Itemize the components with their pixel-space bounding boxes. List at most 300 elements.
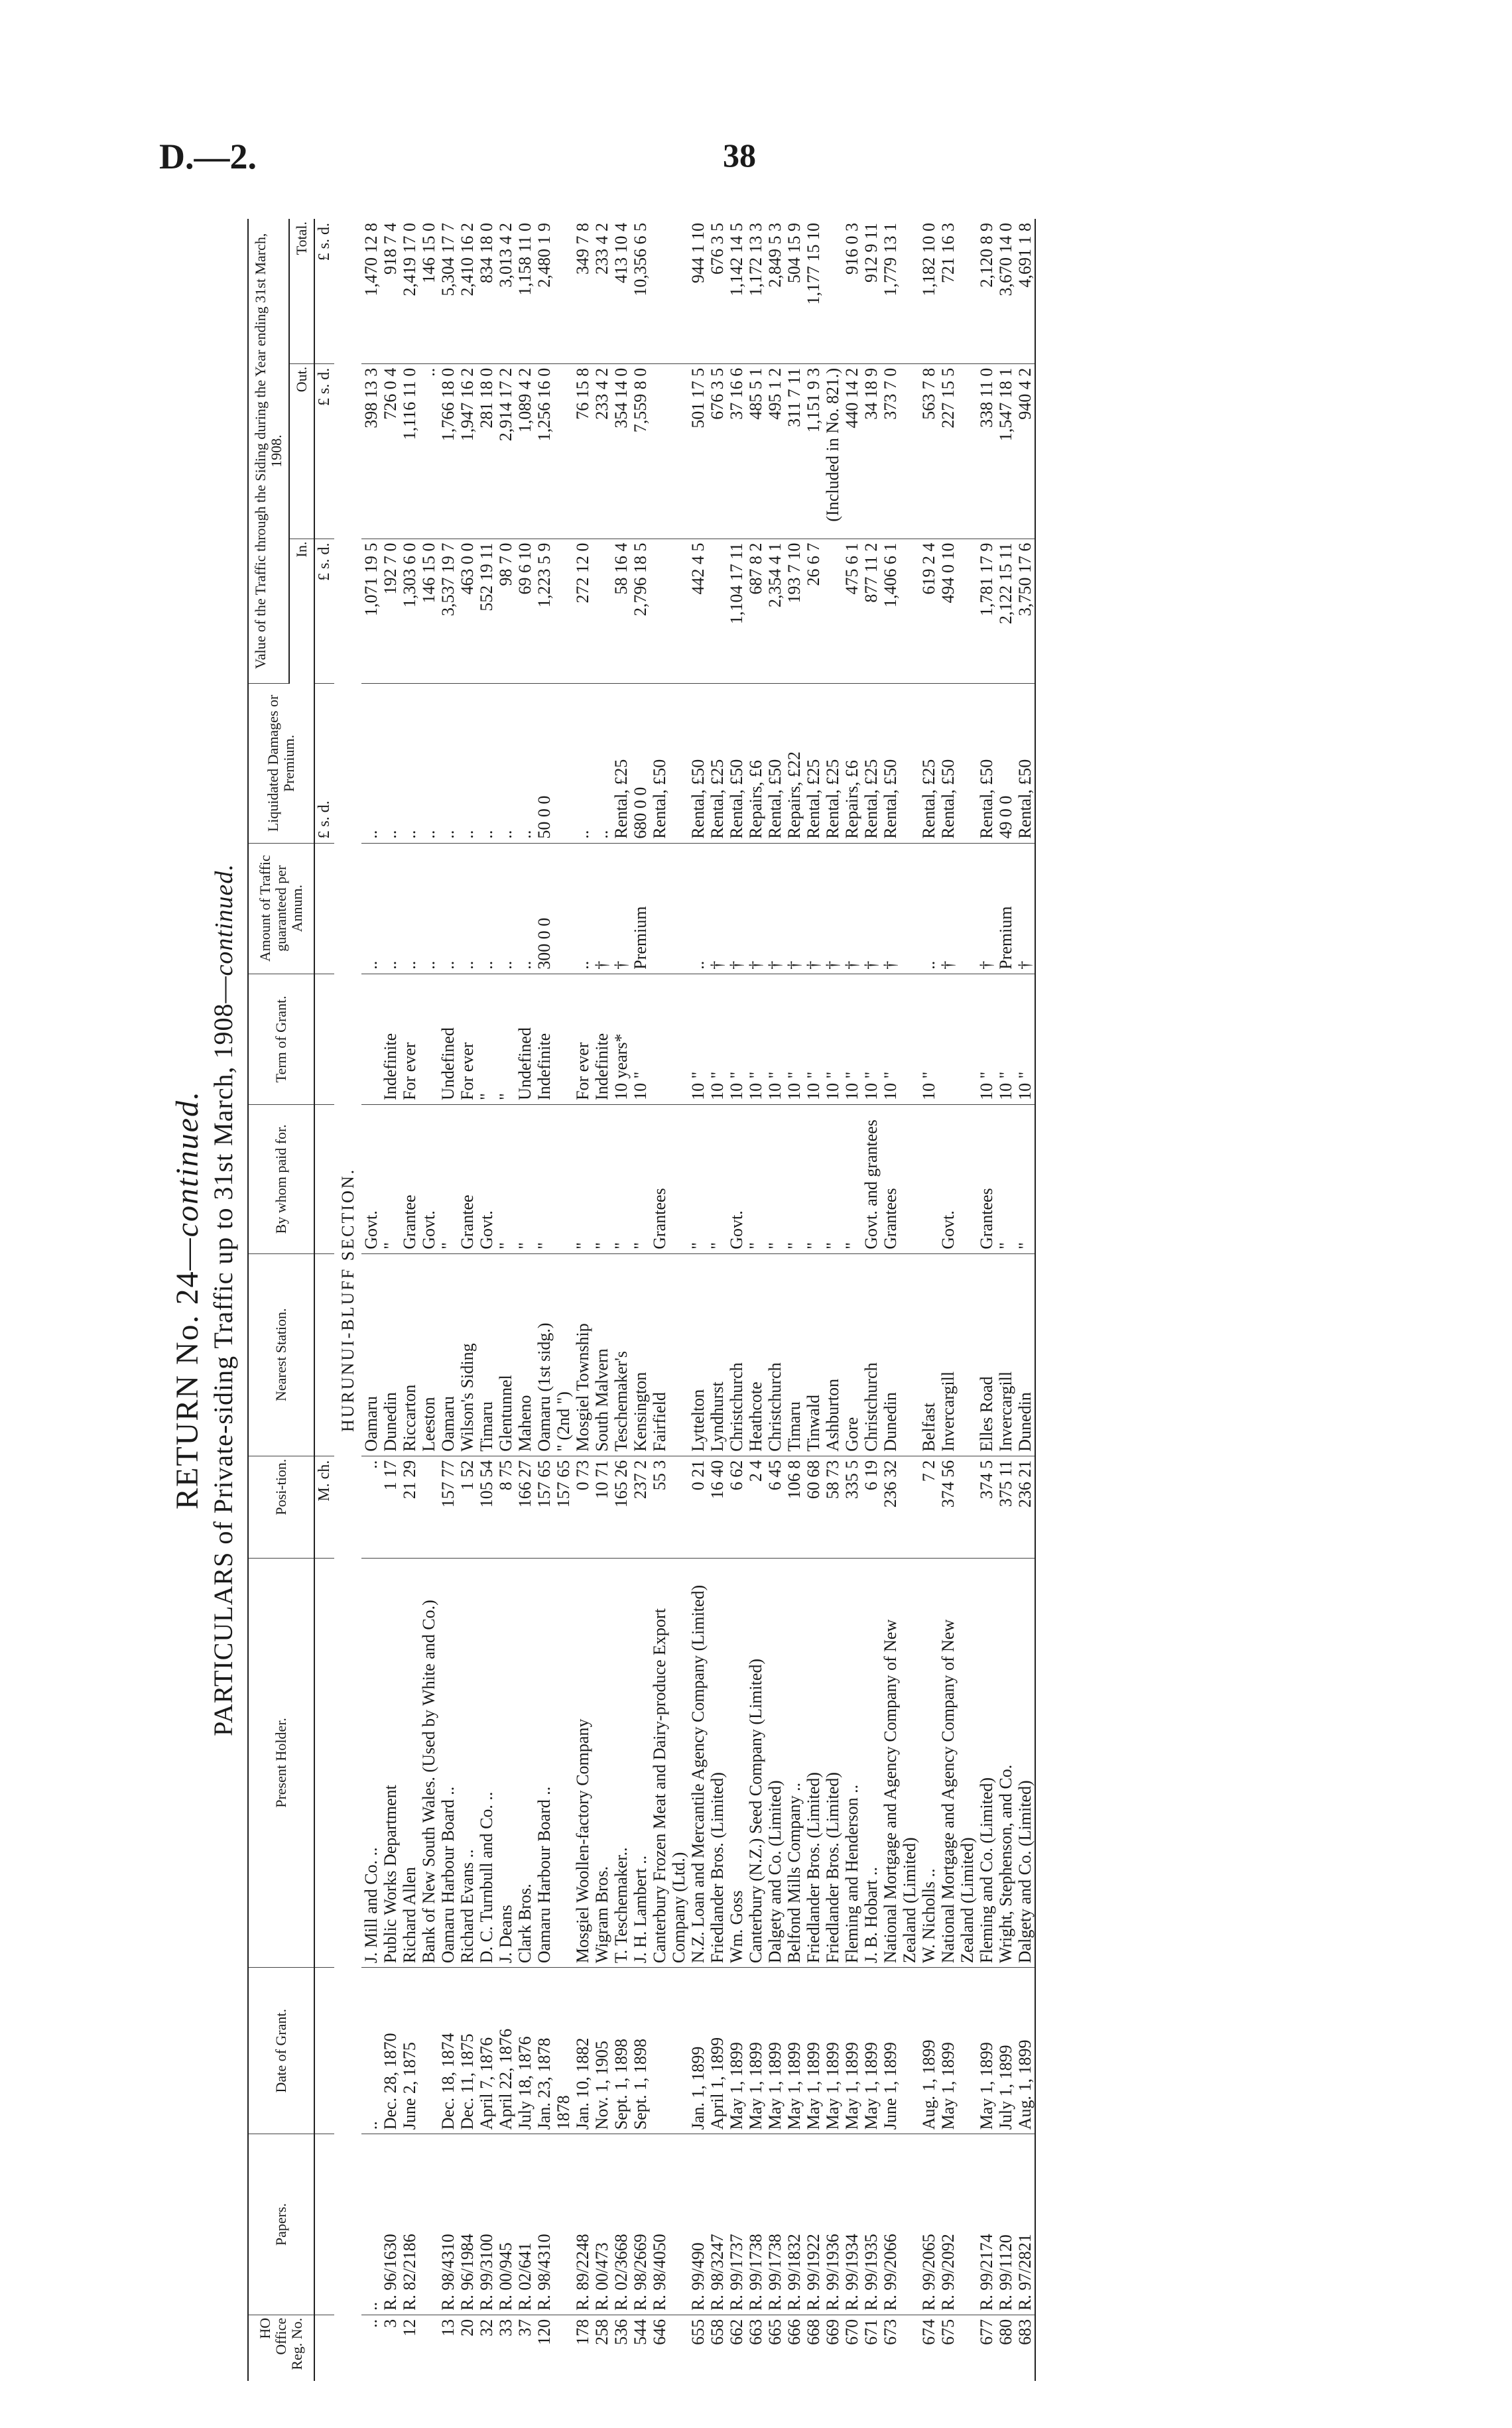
table-row bbox=[400, 219, 419, 2381]
cell-out: 501 17 5 bbox=[688, 363, 708, 539]
col-amount: Amount of Traffic guaranteed per Annum. bbox=[248, 843, 314, 974]
cell-position: 157 65 bbox=[535, 1456, 554, 1558]
cell-liquidated: .. bbox=[438, 684, 458, 843]
cell-amount: † bbox=[861, 843, 881, 974]
cell-amount: .. bbox=[515, 843, 535, 974]
col-by-whom: By whom paid for. bbox=[248, 1104, 314, 1253]
cell-ho-reg: 258 bbox=[592, 2319, 611, 2345]
cell-papers: R. 99/1738 bbox=[765, 2134, 785, 2315]
cell-in: 494 0 10 bbox=[938, 539, 977, 684]
cell-out: 354 14 0 bbox=[611, 363, 631, 539]
cell-date: May 1, 1899 bbox=[785, 1968, 804, 2134]
cell-term: 10 " bbox=[881, 974, 919, 1104]
cell-amount: † bbox=[592, 843, 611, 974]
cell-ho-reg: 675 bbox=[938, 2319, 958, 2345]
cell-position: 106 8 bbox=[785, 1456, 804, 1558]
cell-ho-reg: 658 bbox=[708, 2319, 727, 2345]
cell-station: Christchurch bbox=[861, 1253, 881, 1456]
cell-liquidated: .. bbox=[573, 684, 592, 843]
cell-total: 146 15 0 bbox=[419, 219, 438, 363]
cell-holder: Richard Allen bbox=[400, 1558, 419, 1967]
cell-date: Sept. 1, 1898 bbox=[611, 1968, 631, 2134]
cell-amount: † bbox=[938, 843, 977, 974]
cell-position: 166 27 bbox=[515, 1456, 535, 1558]
cell-in bbox=[592, 539, 611, 684]
cell-in: 687 8 2 bbox=[746, 539, 765, 684]
cell-amount: .. bbox=[419, 843, 438, 974]
cell-date: April 1, 1899 bbox=[708, 1968, 727, 2134]
cell-station: Elles Road bbox=[977, 1253, 996, 1456]
cell-station: Gore bbox=[842, 1253, 861, 1456]
cell-liquidated bbox=[554, 684, 573, 843]
cell-by-whom: " bbox=[823, 1104, 842, 1253]
cell-by-whom: " bbox=[381, 1104, 400, 1253]
cell-amount: 300 0 0 bbox=[535, 843, 554, 974]
cell-position: 236 32 bbox=[881, 1456, 919, 1558]
cell-station: Lyndhurst bbox=[708, 1253, 727, 1456]
cell-position: 237 2 bbox=[631, 1456, 650, 1558]
cell-term: 10 " bbox=[861, 974, 881, 1104]
cell-papers: R. 98/3247 bbox=[708, 2134, 727, 2315]
table-row bbox=[592, 219, 611, 2381]
cell-amount: † bbox=[977, 843, 996, 974]
cell-position: 0 73 bbox=[573, 1456, 592, 1558]
particulars-title bbox=[208, 219, 239, 2381]
cell-liquidated: Rental, £50 bbox=[765, 684, 785, 843]
cell-total: 5,304 17 7 bbox=[438, 219, 458, 363]
cell-in: 2,354 4 1 bbox=[765, 539, 785, 684]
particulars-title-text: PARTICULARS of Private-siding Traffic up to 31st March, 1908— bbox=[208, 976, 238, 1736]
cell-term bbox=[419, 974, 438, 1104]
cell-total: 918 7 4 bbox=[381, 219, 400, 363]
cell-date: May 1, 1899 bbox=[727, 1968, 746, 2134]
cell-papers: R. 97/2821 bbox=[1015, 2134, 1035, 2315]
cell-liquidated: Rental, £50 bbox=[727, 684, 746, 843]
cell-by-whom: Govt. bbox=[361, 1104, 381, 1253]
cell-liquidated: 49 0 0 bbox=[996, 684, 1015, 843]
cell-papers: R. 98/4310 bbox=[438, 2134, 458, 2315]
cell-papers: R. 99/1922 bbox=[804, 2134, 823, 2315]
private-siding-table bbox=[247, 219, 1036, 2381]
return-title bbox=[169, 219, 206, 2381]
cell-out bbox=[650, 363, 688, 539]
cell-date: May 1, 1899 bbox=[938, 1968, 977, 2134]
cell-term: 10 " bbox=[631, 974, 650, 1104]
cell-total: 1,470 12 8 bbox=[361, 219, 381, 363]
cell-papers: R. 00/945 bbox=[496, 2134, 515, 2315]
cell-term: " bbox=[496, 974, 515, 1104]
cell-liquidated: Repairs, £6 bbox=[746, 684, 765, 843]
document-reference: D.—2. bbox=[159, 137, 257, 176]
cell-date: Dec. 11, 1875 bbox=[458, 1968, 477, 2134]
section-title: HURUNUI-BLUFF SECTION. bbox=[338, 1167, 357, 1433]
cell-by-whom: Grantees bbox=[881, 1104, 919, 1253]
cell-position: 105 54 bbox=[477, 1456, 496, 1558]
col-value-group: Value of the Traffic through the Siding during the Year ending 31st March, 1908. bbox=[248, 219, 289, 684]
cell-date: May 1, 1899 bbox=[765, 1968, 785, 2134]
table-row bbox=[611, 219, 631, 2381]
cell-ho-reg: 683 bbox=[1015, 2315, 1035, 2381]
cell-ho-reg: 673 bbox=[881, 2319, 900, 2345]
cell-by-whom: " bbox=[592, 1104, 611, 1253]
cell-station: Christchurch bbox=[727, 1253, 746, 1456]
cell-out: 227 15 5 bbox=[938, 363, 977, 539]
cell-station: Mosgiel Township bbox=[573, 1253, 592, 1456]
cell-in: 619 2 4 bbox=[919, 539, 938, 684]
cell-date: June 2, 1875 bbox=[400, 1968, 419, 2134]
cell-by-whom: " bbox=[804, 1104, 823, 1253]
cell-total: 834 18 0 bbox=[477, 219, 496, 363]
table-row bbox=[785, 219, 804, 2381]
cell-term: For ever bbox=[573, 974, 592, 1104]
units-empty bbox=[314, 2134, 334, 2315]
cell-date: 1878 bbox=[554, 1968, 573, 2134]
table-row bbox=[842, 219, 861, 2381]
cell-date: July 1, 1899 bbox=[996, 1968, 1015, 2134]
cell-amount: † bbox=[804, 843, 823, 974]
section-row bbox=[334, 219, 361, 2381]
cell-holder: National Mortgage and Agency Company of New Zealand (Limited) bbox=[881, 1558, 919, 1967]
cell-liquidated: 50 0 0 bbox=[535, 684, 554, 843]
cell-total bbox=[554, 219, 573, 363]
cell-ho-reg: 669 bbox=[823, 2319, 842, 2345]
cell-total: 944 1 10 bbox=[688, 219, 708, 363]
cell-holder: J. Mill and Co. .. bbox=[361, 1558, 381, 1967]
col-term: Term of Grant. bbox=[248, 974, 314, 1104]
cell-total: 1,177 15 10 bbox=[804, 219, 823, 363]
table-row bbox=[996, 219, 1015, 2381]
cell-position: 7 2 bbox=[919, 1456, 938, 1558]
cell-by-whom: " bbox=[688, 1104, 708, 1253]
cell-by-whom: Grantee bbox=[458, 1104, 477, 1253]
cell-in: 475 6 1 bbox=[842, 539, 861, 684]
cell-total: 912 9 11 bbox=[861, 219, 881, 363]
cell-term: 10 " bbox=[996, 974, 1015, 1104]
cell-position: 1 17 bbox=[381, 1456, 400, 1558]
cell-total: 2,849 5 3 bbox=[765, 219, 785, 363]
cell-holder: Wright, Stephenson, and Co. bbox=[996, 1558, 1015, 1967]
cell-amount: .. bbox=[458, 843, 477, 974]
cell-by-whom: " bbox=[765, 1104, 785, 1253]
cell-papers: R. 89/2248 bbox=[573, 2134, 592, 2315]
cell-date: May 1, 1899 bbox=[977, 1968, 996, 2134]
cell-total: 676 3 5 bbox=[708, 219, 727, 363]
cell-by-whom: " bbox=[611, 1104, 631, 1253]
cell-holder: Bank of New South Wales. (Used by White and Co.) bbox=[419, 1558, 438, 1967]
cell-station: Leeston bbox=[419, 1253, 438, 1456]
cell-out: 34 18 9 bbox=[861, 363, 881, 539]
cell-total: 233 4 2 bbox=[592, 219, 611, 363]
cell-position: 1 52 bbox=[458, 1456, 477, 1558]
cell-liquidated: Rental, £25 bbox=[708, 684, 727, 843]
cell-by-whom: Govt. and grantees bbox=[861, 1104, 881, 1253]
table-row bbox=[496, 219, 515, 2381]
cell-term: 10 " bbox=[785, 974, 804, 1104]
cell-amount: Premium bbox=[631, 843, 650, 974]
cell-station: Kensington bbox=[631, 1253, 650, 1456]
cell-date: Jan. 1, 1899 bbox=[688, 1968, 708, 2134]
cell-out: (Included in No. 821.) bbox=[823, 363, 842, 539]
col-out: Out. bbox=[289, 363, 314, 539]
cell-in bbox=[708, 539, 727, 684]
cell-in: 442 4 5 bbox=[688, 539, 708, 684]
page-number: 38 bbox=[723, 137, 756, 174]
cell-position: 8 75 bbox=[496, 1456, 515, 1558]
cell-term: 10 " bbox=[688, 974, 708, 1104]
cell-station: South Malvern bbox=[592, 1253, 611, 1456]
cell-date: May 1, 1899 bbox=[804, 1968, 823, 2134]
cell-out: 1,766 18 0 bbox=[438, 363, 458, 539]
cell-amount: † bbox=[842, 843, 861, 974]
cell-holder: Wm. Goss bbox=[727, 1558, 746, 1967]
cell-amount: † bbox=[881, 843, 919, 974]
cell-in: 3,537 19 7 bbox=[438, 539, 458, 684]
col-station: Nearest Station. bbox=[248, 1253, 314, 1456]
cell-by-whom: " bbox=[631, 1104, 650, 1253]
units-empty bbox=[314, 974, 334, 1104]
col-total: Total. bbox=[289, 219, 314, 363]
cell-position: 374 56 bbox=[938, 1456, 977, 1558]
cell-term: Indefinite bbox=[592, 974, 611, 1104]
cell-term: 10 " bbox=[765, 974, 785, 1104]
cell-date: Sept. 1, 1898 bbox=[631, 1968, 650, 2134]
cell-total: 4,691 1 8 bbox=[1015, 219, 1035, 363]
cell-date bbox=[419, 1968, 438, 2134]
cell-liquidated: Rental, £25 bbox=[611, 684, 631, 843]
table-row bbox=[919, 219, 938, 2381]
cell-liquidated: Rental, £50 bbox=[1015, 684, 1035, 843]
cell-date: Aug. 1, 1899 bbox=[919, 1968, 938, 2134]
cell-liquidated: Rental, £50 bbox=[688, 684, 708, 843]
cell-out: 563 7 8 bbox=[919, 363, 938, 539]
cell-in bbox=[554, 539, 573, 684]
cell-liquidated: Repairs, £6 bbox=[842, 684, 861, 843]
cell-term bbox=[554, 974, 573, 1104]
cell-station: Lyttelton bbox=[688, 1253, 708, 1456]
cell-amount: † bbox=[823, 843, 842, 974]
cell-total: 1,182 10 0 bbox=[919, 219, 938, 363]
cell-liquidated: .. bbox=[458, 684, 477, 843]
cell-papers: R. 99/2092 bbox=[938, 2134, 977, 2315]
table-row bbox=[419, 219, 438, 2381]
cell-holder: Fleming and Henderson .. bbox=[842, 1558, 861, 1967]
cell-liquidated: Rental, £50 bbox=[938, 684, 977, 843]
cell-total: 504 15 9 bbox=[785, 219, 804, 363]
cell-ho-reg bbox=[554, 2315, 573, 2381]
cell-ho-reg: 536 bbox=[611, 2319, 631, 2345]
cell-liquidated: Repairs, £22 bbox=[785, 684, 804, 843]
table-row bbox=[938, 219, 977, 2381]
table-row bbox=[861, 219, 881, 2381]
cell-holder bbox=[554, 1558, 573, 1967]
cell-papers: R. 99/3100 bbox=[477, 2134, 496, 2315]
cell-holder: J. B. Hobart .. bbox=[861, 1558, 881, 1967]
cell-holder: J. Deans bbox=[496, 1558, 515, 1967]
cell-out bbox=[554, 363, 573, 539]
cell-amount: .. bbox=[477, 843, 496, 974]
cell-date: April 22, 1876 bbox=[496, 1968, 515, 2134]
cell-position: 10 71 bbox=[592, 1456, 611, 1558]
cell-term: For ever bbox=[400, 974, 419, 1104]
cell-by-whom: Govt. bbox=[419, 1104, 438, 1253]
cell-holder: Clark Bros. bbox=[515, 1558, 535, 1967]
cell-position: 6 62 bbox=[727, 1456, 746, 1558]
cell-in bbox=[823, 539, 842, 684]
col-in: In. bbox=[289, 539, 314, 684]
cell-position: 55 3 bbox=[650, 1456, 688, 1558]
cell-in bbox=[650, 539, 688, 684]
units-row bbox=[314, 219, 334, 2381]
cell-papers: R. 99/2065 bbox=[919, 2134, 938, 2315]
cell-station: Oamaru bbox=[361, 1253, 381, 1456]
units-position: M. ch. bbox=[314, 1456, 334, 1558]
cell-station: Christchurch bbox=[765, 1253, 785, 1456]
cell-date: July 18, 1876 bbox=[515, 1968, 535, 2134]
cell-station: Riccarton bbox=[400, 1253, 419, 1456]
cell-in: 1,781 17 9 bbox=[977, 539, 996, 684]
cell-in: 192 7 0 bbox=[381, 539, 400, 684]
cell-by-whom: " bbox=[842, 1104, 861, 1253]
table-row bbox=[477, 219, 496, 2381]
cell-ho-reg: 671 bbox=[861, 2319, 881, 2345]
cell-amount: † bbox=[727, 843, 746, 974]
cell-amount: Premium bbox=[996, 843, 1015, 974]
cell-amount: † bbox=[785, 843, 804, 974]
cell-papers: R. 96/1630 bbox=[381, 2134, 400, 2315]
cell-holder: Dalgety and Co. (Limited) bbox=[1015, 1558, 1035, 1967]
cell-date: Dec. 28, 1870 bbox=[381, 1968, 400, 2134]
cell-papers: .. bbox=[361, 2134, 381, 2315]
cell-holder: D. C. Turnbull and Co. .. bbox=[477, 1558, 496, 1967]
cell-term: 10 " bbox=[746, 974, 765, 1104]
table-row bbox=[746, 219, 765, 2381]
cell-date: May 1, 1899 bbox=[861, 1968, 881, 2134]
cell-holder: N.Z. Loan and Mercantile Agency Company (Limited) bbox=[688, 1558, 708, 1967]
cell-papers: R. 00/473 bbox=[592, 2134, 611, 2315]
cell-term: Undefined bbox=[515, 974, 535, 1104]
table-row bbox=[515, 219, 535, 2381]
cell-station: Ashburton bbox=[823, 1253, 842, 1456]
cell-date bbox=[650, 1968, 688, 2134]
cell-papers: R. 99/1738 bbox=[746, 2134, 765, 2315]
cell-ho-reg: 668 bbox=[804, 2319, 823, 2345]
cell-by-whom: " bbox=[496, 1104, 515, 1253]
cell-papers: R. 99/1935 bbox=[861, 2134, 881, 2315]
cell-station: Belfast bbox=[919, 1253, 938, 1456]
cell-liquidated: .. bbox=[381, 684, 400, 843]
cell-station: Teschemaker's bbox=[611, 1253, 631, 1456]
col-liquidated: Liquidated Damages or Premium. bbox=[248, 684, 314, 843]
cell-liquidated: Rental, £25 bbox=[861, 684, 881, 843]
cell-ho-reg: 20 bbox=[458, 2319, 477, 2336]
cell-in: 2,122 15 11 bbox=[996, 539, 1015, 684]
col-position: Posi-tion. bbox=[248, 1456, 314, 1558]
cell-papers: R. 99/2174 bbox=[977, 2134, 996, 2315]
cell-ho-reg: 32 bbox=[477, 2319, 496, 2336]
cell-holder: Wigram Bros. bbox=[592, 1558, 611, 1967]
cell-by-whom: " bbox=[515, 1104, 535, 1253]
cell-position: 157 65 bbox=[554, 1456, 573, 1558]
cell-holder: Friedlander Bros. (Limited) bbox=[708, 1558, 727, 1967]
cell-total: 3,670 14 0 bbox=[996, 219, 1015, 363]
cell-amount bbox=[554, 843, 573, 974]
cell-liquidated: Rental, £50 bbox=[977, 684, 996, 843]
cell-position: 6 45 bbox=[765, 1456, 785, 1558]
cell-total: 413 10 4 bbox=[611, 219, 631, 363]
cell-position: 335 5 bbox=[842, 1456, 861, 1558]
cell-holder: Oamaru Harbour Board .. bbox=[535, 1558, 554, 1967]
units-empty bbox=[314, 2315, 334, 2381]
cell-in: 1,406 6 1 bbox=[881, 539, 919, 684]
table-row bbox=[381, 219, 400, 2381]
cell-liquidated: Rental, £25 bbox=[823, 684, 842, 843]
cell-out: 76 15 8 bbox=[573, 363, 592, 539]
units-liquidated: £ s. d. bbox=[314, 684, 334, 843]
cell-by-whom: " bbox=[1015, 1104, 1035, 1253]
cell-out: 1,947 16 2 bbox=[458, 363, 477, 539]
cell-papers: R. 99/1936 bbox=[823, 2134, 842, 2315]
cell-station: Glentunnel bbox=[496, 1253, 515, 1456]
cell-station: Timaru bbox=[477, 1253, 496, 1456]
cell-station: Oamaru bbox=[438, 1253, 458, 1456]
cell-station: Wilson's Siding bbox=[458, 1253, 477, 1456]
cell-by-whom: " bbox=[438, 1104, 458, 1253]
cell-ho-reg: 120 bbox=[535, 2319, 554, 2345]
cell-amount: † bbox=[708, 843, 727, 974]
cell-by-whom: Grantee bbox=[400, 1104, 419, 1253]
cell-holder: Dalgety and Co. (Limited) bbox=[765, 1558, 785, 1967]
table-row bbox=[765, 219, 785, 2381]
cell-amount: .. bbox=[688, 843, 708, 974]
cell-position: 157 77 bbox=[438, 1456, 458, 1558]
cell-amount: † bbox=[765, 843, 785, 974]
cell-amount: .. bbox=[400, 843, 419, 974]
cell-date: May 1, 1899 bbox=[823, 1968, 842, 2134]
cell-total: 721 16 3 bbox=[938, 219, 977, 363]
cell-position: 2 4 bbox=[746, 1456, 765, 1558]
cell-amount: † bbox=[746, 843, 765, 974]
cell-papers: R. 82/2186 bbox=[400, 2134, 419, 2315]
cell-date: Jan. 10, 1882 bbox=[573, 1968, 592, 2134]
cell-in: 1,104 17 11 bbox=[727, 539, 746, 684]
cell-term: 10 " bbox=[727, 974, 746, 1104]
cell-out: 940 4 2 bbox=[1015, 363, 1035, 539]
cell-position: 374 5 bbox=[977, 1456, 996, 1558]
cell-out: 7,559 8 0 bbox=[631, 363, 650, 539]
cell-total: 2,410 16 2 bbox=[458, 219, 477, 363]
table-row bbox=[823, 219, 842, 2381]
cell-in: 877 11 2 bbox=[861, 539, 881, 684]
cell-by-whom: " bbox=[746, 1104, 765, 1253]
cell-in: 3,750 17 6 bbox=[1015, 539, 1035, 684]
col-papers: Papers. bbox=[248, 2134, 314, 2315]
cell-position: 165 26 bbox=[611, 1456, 631, 1558]
cell-by-whom bbox=[919, 1104, 938, 1253]
cell-papers: R. 98/4050 bbox=[650, 2134, 688, 2315]
cell-liquidated: .. bbox=[400, 684, 419, 843]
cell-ho-reg: 37 bbox=[515, 2319, 535, 2336]
cell-ho-reg: 677 bbox=[977, 2319, 996, 2345]
cell-term: Indefinite bbox=[535, 974, 554, 1104]
cell-term bbox=[361, 974, 381, 1104]
cell-out: 281 18 0 bbox=[477, 363, 496, 539]
cell-term: Undefined bbox=[438, 974, 458, 1104]
return-title-continued: continued. bbox=[170, 1090, 205, 1238]
cell-position: 21 29 bbox=[400, 1456, 419, 1558]
cell-in: 272 12 0 bbox=[573, 539, 592, 684]
cell-out: 1,256 16 0 bbox=[535, 363, 554, 539]
units-empty bbox=[314, 843, 334, 974]
